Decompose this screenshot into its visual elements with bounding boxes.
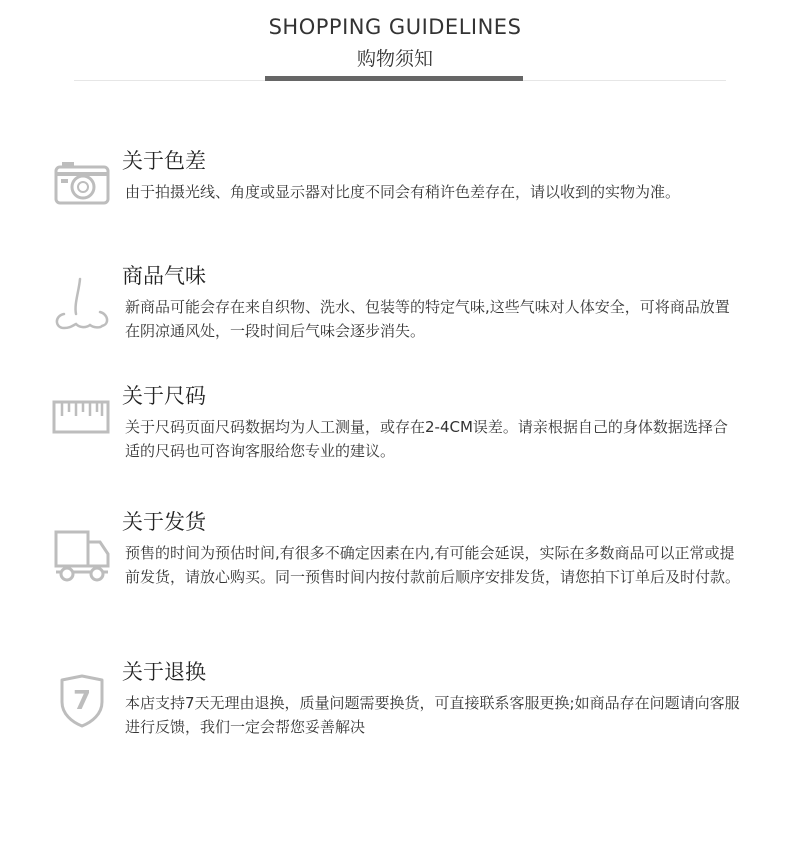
- header-title-chinese: 购物须知: [356, 48, 433, 70]
- section-title: 关于发货: [122, 510, 206, 534]
- section-body: 本店支持7天无理由退换，质量问题需要换货，可直接联系客服更换;如商品存在问题请向客服进行反馈，我们一定会帮您妥善解决: [125, 694, 740, 736]
- header-title-english: SHOPPING GUIDELINES: [268, 15, 522, 39]
- section-title: 关于色差: [122, 149, 206, 173]
- section-body: 新商品可能会存在来自织物、洗水、包装等的特定气味,这些气味对人体安全，可将商品放置在阴凉通风处，一段时间后气味会逐步消失。: [125, 298, 730, 340]
- truck-icon: [52, 526, 112, 586]
- page-header: [0, 0, 790, 82]
- section-title: 商品气味: [122, 264, 206, 288]
- ruler-icon: [52, 398, 112, 458]
- section-body: 关于尺码页面尺码数据均为人工测量，或存在2-4CM误差。请亲根据自己的身体数据选择合适的尺码也可咨询客服给您专业的建议。: [125, 418, 728, 460]
- seven-day-shield-number: 7: [72, 686, 92, 716]
- nose-icon: [52, 276, 112, 336]
- camera-icon: [52, 157, 112, 217]
- section-title: 关于尺码: [122, 384, 206, 408]
- section-body: 由于拍摄光线、角度或显示器对比度不同会有稍许色差存在，请以收到的实物为准。: [125, 183, 681, 201]
- seven-day-shield-icon: [52, 672, 112, 732]
- section-body: 预售的时间为预估时间,有很多不确定因素在内,有可能会延误，实际在多数商品可以正常或提前发货，请放心购买。同一预售时间内按付款前后顺序安排发货，请您拍下订单后及时付款。: [125, 544, 741, 586]
- header-accent-bar: [265, 76, 523, 81]
- section-title: 关于退换: [122, 660, 206, 684]
